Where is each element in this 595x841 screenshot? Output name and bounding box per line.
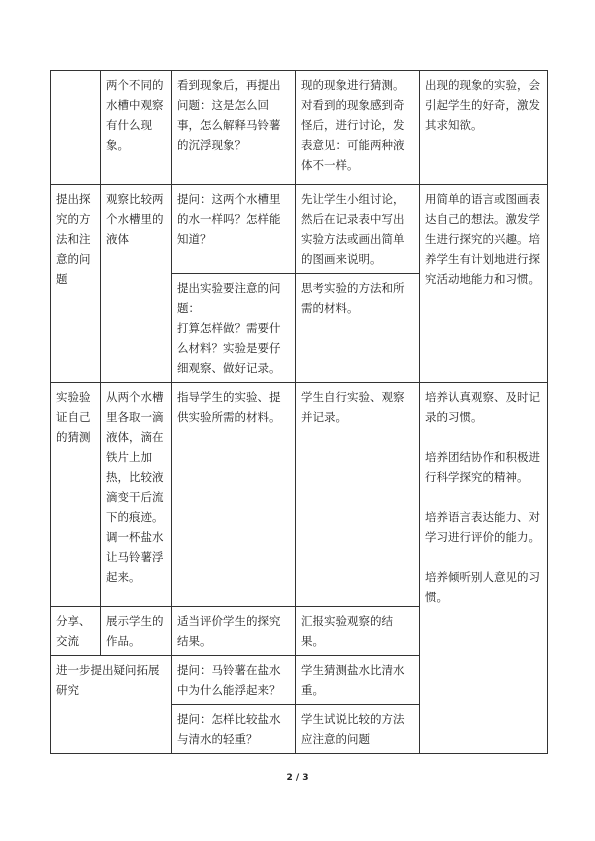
stage-cell bbox=[51, 71, 101, 185]
student-activity-cell: 思考实验的方法和所需的材料。 bbox=[296, 274, 420, 383]
content-cell: 从两个水槽里各取一滴液体，滴在铁片上加热，比较液滴变干后流下的痕迹。调一杯盐水让马铃薯浮起来。 bbox=[101, 383, 172, 607]
table-row bbox=[51, 383, 548, 607]
teacher-activity-cell: 提问：这两个水槽里的水一样吗？怎样能知道？ bbox=[172, 185, 296, 274]
purpose-cell: 用简单的语言或图画表达自己的想法。激发学生进行探究的兴趣。培养学生有计划地进行探究活动地能力和习惯。 bbox=[420, 185, 548, 383]
purpose-cell: 出现的现象的实验，会引起学生的好奇，激发其求知欲。 bbox=[420, 71, 548, 185]
cell-line: 打算怎样做？需要什么材料？实验是要仔细观察、做好记录。 bbox=[177, 321, 281, 375]
student-activity-cell: 学生试说比较的方法应注意的问题 bbox=[296, 705, 420, 754]
table-row bbox=[51, 71, 548, 185]
teacher-activity-cell: 看到现象后，再提出问题：这是怎么回事，怎么解释马铃薯的沉浮现象？ bbox=[172, 71, 296, 185]
purpose-paragraph: 培养认真观察、及时记录的习惯。 bbox=[425, 390, 540, 424]
cell-line: 提出实验要注意的问题： bbox=[177, 281, 281, 315]
page-number: 2 / 3 bbox=[286, 773, 309, 783]
content-cell: 两个不同的水槽中观察有什么现象。 bbox=[101, 71, 172, 185]
teacher-activity-cell: 提问：怎样比较盐水与清水的轻重？ bbox=[172, 705, 296, 754]
student-activity-cell: 汇报实验观察的结果。 bbox=[296, 607, 420, 656]
stage-cell: 进一步提出疑问拓展研究 bbox=[51, 656, 172, 754]
purpose-paragraph: 培养语言表达能力、对学习进行评价的能力。 bbox=[425, 510, 540, 544]
content-cell: 展示学生的作品。 bbox=[101, 607, 172, 656]
student-activity-cell: 学生自行实验、观察并记录。 bbox=[296, 383, 420, 607]
purpose-paragraph: 培养团结协作和积极进行科学探究的精神。 bbox=[425, 450, 540, 484]
stage-cell: 分享、交流 bbox=[51, 607, 101, 656]
teacher-activity-cell: 适当评价学生的探究结果。 bbox=[172, 607, 296, 656]
content-cell: 观察比较两个水槽里的液体 bbox=[101, 185, 172, 383]
purpose-cell bbox=[420, 383, 548, 754]
student-activity-cell: 现的现象进行猜测。对看到的现象感到奇怪后，进行讨论，发表意见：可能两种液体不一样。 bbox=[296, 71, 420, 185]
stage-cell: 实验验证自己的猜测 bbox=[51, 383, 101, 607]
lesson-plan-table bbox=[50, 70, 547, 754]
teacher-activity-cell: 提问：马铃薯在盐水中为什么能浮起来？ bbox=[172, 656, 296, 705]
table-row bbox=[51, 185, 548, 274]
student-activity-cell: 先让学生小组讨论，然后在记录表中写出实验方法或画出简单的图画来说明。 bbox=[296, 185, 420, 274]
teacher-activity-cell bbox=[172, 274, 296, 383]
purpose-paragraph: 培养倾听别人意见的习惯。 bbox=[425, 570, 540, 604]
student-activity-cell: 学生猜测盐水比清水重。 bbox=[296, 656, 420, 705]
stage-cell: 提出探究的方法和注意的问题 bbox=[51, 185, 101, 383]
teacher-activity-cell: 指导学生的实验、提供实验所需的材料。 bbox=[172, 383, 296, 607]
